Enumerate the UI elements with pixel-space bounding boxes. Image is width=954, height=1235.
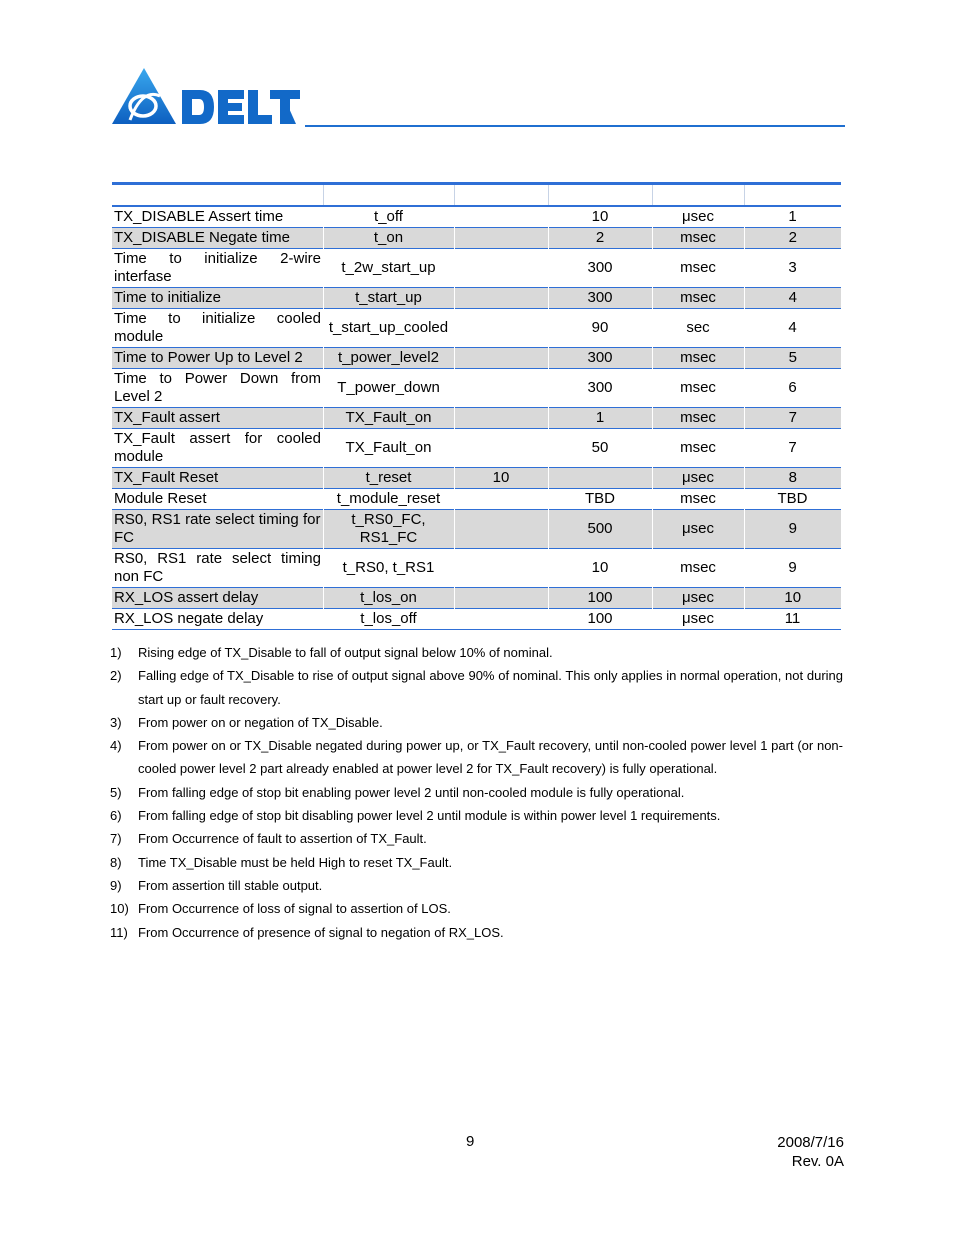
max-cell: 300 <box>587 379 613 396</box>
parameter-cell: TX_DISABLE Assert time <box>114 208 284 225</box>
header-cell-unit <box>652 184 744 207</box>
footer-date: 2008/7/16 <box>777 1134 844 1151</box>
table-row <box>112 288 841 309</box>
parameter-cell: RS0, RS1 rate select timing non FC <box>114 550 321 585</box>
unit-cell: msec <box>680 490 716 507</box>
header-cell-symbol <box>323 184 454 207</box>
min-cell <box>454 588 548 609</box>
note-text: From Occurrence of fault to assertion of TX_Fault. <box>138 831 427 847</box>
note-cell: TBD <box>777 490 808 507</box>
max-cell: 1 <box>548 408 652 429</box>
note-number: 4) <box>110 738 122 754</box>
unit-cell: sec <box>686 319 710 336</box>
footer-info <box>777 1133 844 1171</box>
unit-cell: msec <box>680 379 716 396</box>
parameter-cell: TX_Fault assert for cooled module <box>114 430 321 465</box>
notes-list <box>110 641 843 944</box>
symbol-cell: t_start_up <box>323 288 454 309</box>
footer-revision: Rev. 0A <box>791 1153 844 1170</box>
note-cell: 7 <box>744 408 841 429</box>
symbol-cell: t_on <box>323 228 454 249</box>
note-number: 11) <box>110 924 128 940</box>
parameter-cell: Time to initialize cooled module <box>114 310 321 345</box>
parameter-cell: TX_DISABLE Negate time <box>112 228 323 249</box>
min-cell <box>454 206 548 228</box>
unit-cell: μsec <box>652 510 744 549</box>
note-item <box>110 641 843 664</box>
note-number: 7) <box>110 831 122 847</box>
min-cell <box>454 429 548 468</box>
header-cell-parameter <box>112 184 323 207</box>
min-cell: 10 <box>454 468 548 489</box>
parameter-cell: Time to Power Down from Level 2 <box>114 370 321 405</box>
table-row <box>112 408 841 429</box>
min-cell <box>454 228 548 249</box>
table-row <box>112 228 841 249</box>
header-rule <box>305 125 845 127</box>
max-cell: 300 <box>548 348 652 369</box>
unit-cell: msec <box>680 439 716 456</box>
symbol-cell: TX_Fault_on <box>345 439 432 456</box>
note-item <box>110 664 843 711</box>
note-cell: 10 <box>744 588 841 609</box>
note-item <box>110 781 843 804</box>
note-text: From falling edge of stop bit enabling power level 2 until non-cooled module is fully operational. <box>138 784 685 800</box>
parameter-cell: Module Reset <box>114 490 207 507</box>
note-number: 1) <box>110 645 122 660</box>
max-cell: 100 <box>548 588 652 609</box>
unit-cell: μsec <box>652 468 744 489</box>
table-row <box>112 309 841 348</box>
parameter-cell: TX_Fault Reset <box>112 468 323 489</box>
note-number: 8) <box>110 854 122 870</box>
note-cell: 2 <box>744 228 841 249</box>
note-number: 5) <box>110 784 122 800</box>
note-number: 10) <box>110 901 129 917</box>
table-row <box>112 249 841 288</box>
symbol-cell: t_reset <box>323 468 454 489</box>
note-text: Falling edge of TX_Disable to rise of output signal above 90% of nominal. This only applies in normal operation, not during start up or fault recovery. <box>138 668 843 707</box>
min-cell <box>454 510 548 549</box>
symbol-cell: t_module_reset <box>336 490 441 507</box>
unit-cell: msec <box>680 259 716 276</box>
note-item <box>110 827 843 850</box>
unit-cell: μsec <box>652 588 744 609</box>
min-cell <box>454 309 548 348</box>
note-cell: 5 <box>744 348 841 369</box>
note-text: From falling edge of stop bit disabling power level 2 until module is within power level 1 requirements. <box>138 808 721 824</box>
table-row <box>112 348 841 369</box>
max-cell <box>548 468 652 489</box>
header-cell-min <box>454 184 548 207</box>
max-cell: 50 <box>591 439 609 456</box>
unit-cell: msec <box>652 348 744 369</box>
table-row <box>112 510 841 549</box>
max-cell: 500 <box>548 510 652 549</box>
parameter-cell: Time to initialize <box>112 288 323 309</box>
min-cell <box>454 489 548 510</box>
note-text: Rising edge of TX_Disable to fall of output signal below 10% of nominal. <box>138 645 553 660</box>
max-cell: 300 <box>548 288 652 309</box>
min-cell <box>454 288 548 309</box>
min-cell <box>454 549 548 588</box>
max-cell: 2 <box>548 228 652 249</box>
max-cell: 100 <box>587 610 613 627</box>
table-row <box>112 429 841 468</box>
note-text: From power on or TX_Disable negated during power up, or TX_Fault recovery, until non-cooled power level 1 part (or non-cooled power level 2 part already enabled at power level 2 for TX_Fault recovery) is fully operational. <box>138 738 843 777</box>
table-row <box>112 468 841 489</box>
note-number: 9) <box>110 877 122 893</box>
note-text: From Occurrence of loss of signal to assertion of LOS. <box>138 901 451 917</box>
max-cell: 90 <box>591 319 609 336</box>
symbol-cell: TX_Fault_on <box>323 408 454 429</box>
unit-cell: msec <box>652 408 744 429</box>
min-cell <box>454 249 548 288</box>
note-item <box>110 874 843 897</box>
min-cell <box>454 369 548 408</box>
note-number: 2) <box>110 668 122 684</box>
note-cell: 6 <box>788 379 797 396</box>
note-cell: 1 <box>788 208 797 225</box>
note-number: 6) <box>110 808 122 824</box>
table-row <box>112 549 841 588</box>
symbol-cell: t_start_up_cooled <box>328 319 449 336</box>
note-cell: 11 <box>784 610 801 627</box>
max-cell: 300 <box>587 259 613 276</box>
delta-logo <box>110 66 302 128</box>
symbol-cell: t_los_off <box>360 610 417 627</box>
timing-table <box>112 182 841 630</box>
note-cell: 4 <box>744 288 841 309</box>
max-cell: 10 <box>591 559 609 576</box>
symbol-cell: t_off <box>374 208 403 225</box>
note-item <box>110 804 843 827</box>
note-text: From power on or negation of TX_Disable. <box>138 714 383 730</box>
symbol-cell: t_RS0, t_RS1 <box>342 559 435 576</box>
note-number: 3) <box>110 714 122 730</box>
symbol-cell: t_los_on <box>323 588 454 609</box>
max-cell: TBD <box>585 490 615 507</box>
page-number: 9 <box>466 1133 475 1150</box>
header-cell-max <box>548 184 652 207</box>
symbol-cell: t_RS0_FC, RS1_FC <box>323 510 454 549</box>
table-row <box>112 609 841 630</box>
note-cell: 9 <box>788 559 797 576</box>
parameter-cell: Time to Power Up to Level 2 <box>112 348 323 369</box>
min-cell <box>454 408 548 429</box>
note-item <box>110 921 843 944</box>
note-cell: 8 <box>744 468 841 489</box>
unit-cell: μsec <box>682 208 714 225</box>
unit-cell: msec <box>680 559 716 576</box>
note-item <box>110 851 843 874</box>
header-cell-note <box>744 184 841 207</box>
symbol-cell: T_power_down <box>337 379 440 396</box>
note-text: Time TX_Disable must be held High to reset TX_Fault. <box>138 854 453 870</box>
parameter-cell: TX_Fault assert <box>112 408 323 429</box>
note-cell: 4 <box>788 319 797 336</box>
table-row <box>112 489 841 510</box>
note-item <box>110 734 843 781</box>
note-cell: 7 <box>788 439 797 456</box>
unit-cell: msec <box>652 288 744 309</box>
table-header-row <box>112 184 841 207</box>
parameter-cell: RX_LOS assert delay <box>112 588 323 609</box>
symbol-cell: t_2w_start_up <box>341 259 436 276</box>
unit-cell: μsec <box>682 610 714 627</box>
note-text: From assertion till stable output. <box>138 877 323 893</box>
note-item <box>110 897 843 920</box>
note-cell: 9 <box>744 510 841 549</box>
min-cell <box>454 348 548 369</box>
max-cell: 10 <box>591 208 609 225</box>
parameter-cell: RX_LOS negate delay <box>114 610 264 627</box>
note-cell: 3 <box>788 259 797 276</box>
min-cell <box>454 609 548 630</box>
table-row <box>112 369 841 408</box>
parameter-cell: RS0, RS1 rate select timing for FC <box>112 510 323 549</box>
parameter-cell: Time to initialize 2-wire interfase <box>114 250 321 285</box>
note-text: From Occurrence of presence of signal to negation of RX_LOS. <box>138 924 504 940</box>
table-row <box>112 206 841 228</box>
unit-cell: msec <box>652 228 744 249</box>
symbol-cell: t_power_level2 <box>323 348 454 369</box>
table-row <box>112 588 841 609</box>
note-item <box>110 711 843 734</box>
